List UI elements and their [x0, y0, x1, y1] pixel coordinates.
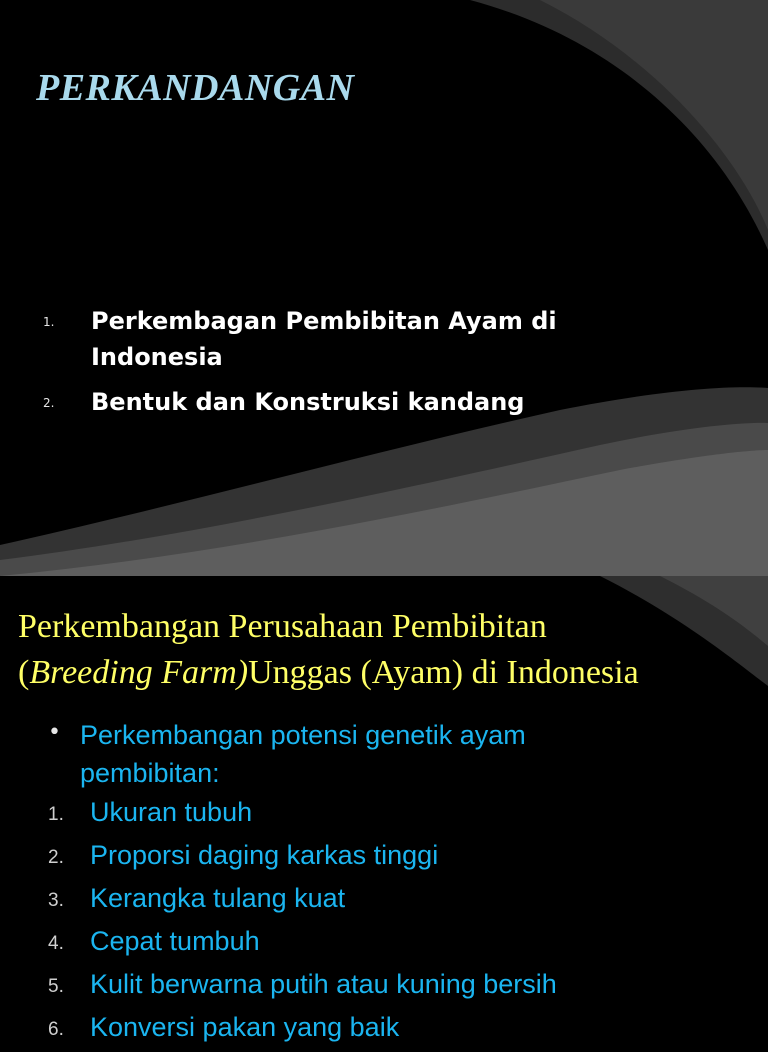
list-text: Ukuran tubuh: [90, 797, 253, 827]
bullet-text: Perkembangan potensi genetik ayam pembibitan:: [80, 720, 526, 788]
bullet-dot-icon: •: [48, 720, 61, 745]
list-number: 5.: [48, 976, 64, 997]
list-text: Perkembagan Pembibitan Ayam di Indonesia: [91, 307, 557, 371]
title-rest: Unggas (Ayam) di Indonesia: [248, 654, 639, 691]
title-open-paren: (: [18, 654, 30, 691]
list-text: Kulit berwarna putih atau kuning bersih: [90, 969, 557, 999]
slide-2-numbered-list: [48, 794, 748, 1052]
bullet-item: [48, 716, 648, 792]
title-italic-term: Breeding Farm): [29, 654, 249, 691]
list-item: [40, 384, 640, 420]
slide-1-title: PERKANDANGAN: [36, 67, 355, 109]
list-number: 2.: [48, 847, 64, 868]
list-item: [48, 966, 748, 1009]
list-item: [40, 303, 640, 375]
list-item: [48, 794, 748, 837]
list-item: [48, 837, 748, 880]
list-text: Kerangka tulang kuat: [90, 883, 346, 913]
list-item: [48, 880, 748, 923]
list-text: Konversi pakan yang baik: [90, 1012, 400, 1042]
list-item: [48, 1009, 748, 1052]
slide-2: [0, 576, 768, 1042]
slide-1-list: [40, 303, 640, 429]
list-item: [48, 923, 748, 966]
slide-2-title: [18, 604, 758, 696]
title-line-1: Perkembangan Perusahaan Pembibitan: [18, 608, 547, 645]
list-text: Cepat tumbuh: [90, 926, 260, 956]
list-number: 1.: [43, 315, 55, 329]
list-number: 6.: [48, 1019, 64, 1040]
list-text: Proporsi daging karkas tinggi: [90, 840, 439, 870]
list-number: 1.: [48, 804, 64, 825]
list-number: 3.: [48, 890, 64, 911]
list-number: 2.: [43, 396, 55, 410]
list-number: 4.: [48, 933, 64, 954]
list-text: Bentuk dan Konstruksi kandang: [91, 388, 525, 416]
